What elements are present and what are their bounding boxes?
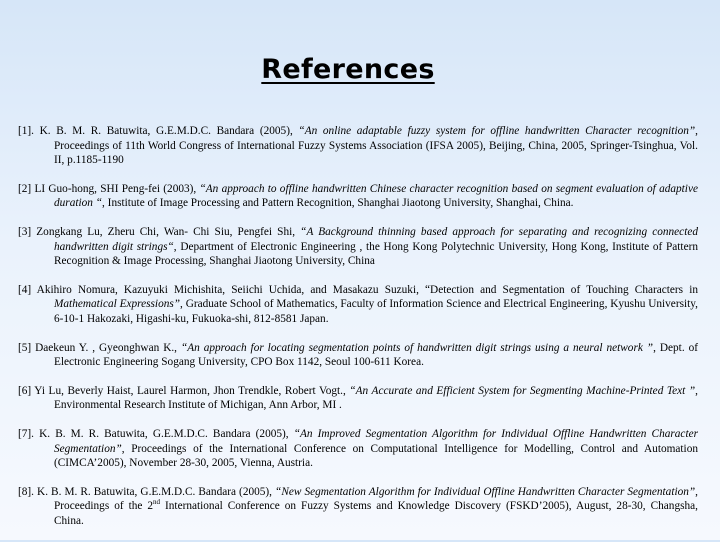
reference-item-5 — [18, 341, 698, 370]
reference-text: [8]. K. B. M. R. Batuwita, G.E.M.D.C. Bandara (2005), — [18, 485, 276, 498]
reference-text: , Proceedings of 11th World Congress of International Fuzzy Systems Association (IFSA 2005), Beijing, China, 2005, Springer-Tsinghua, Vol. II, p.1185-1190 — [54, 125, 698, 167]
reference-text: , Institute of Image Processing and Pattern Recognition, Shanghai Jiaotong University, Shanghai, China. — [102, 197, 574, 210]
reference-text: , Graduate School of Mathematics, Faculty of Information Science and Electrical Engineering, Kyushu University, 6-10-1 Hakozaki, Higashi-ku, Fukuoka-shi, 812-8581 Japan. — [54, 298, 698, 325]
reference-title: “An approach for locating segmentation points of handwritten digit strings using a neural network ” — [180, 341, 654, 354]
reference-title: “An Accurate and Efficient System for Segmenting Machine-Printed Text ” — [349, 384, 696, 397]
reference-item-1 — [18, 124, 698, 168]
reference-item-8 — [18, 485, 698, 529]
slide-title: References — [261, 54, 435, 85]
reference-item-7 — [18, 427, 698, 471]
reference-text: International Conference on Fuzzy Systems and Knowledge Discovery (FSKD’2005), August, 28-30, Changsha, China. — [54, 500, 698, 527]
reference-text: , Department of Electronic Engineering , the Hong Kong Polytechnic University, Hong Kong, Institute of Pattern Recognition & Image Processing, Shanghai Jiaotong University, China — [54, 240, 698, 268]
reference-text: [5] Daekeun Y. , Gyeonghwan K., — [18, 341, 181, 354]
reference-item-4 — [18, 283, 698, 327]
reference-text: , Dept. of Electronic Engineering Sogang University, CPO Box 1142, Seoul 100-611 Korea. — [54, 341, 698, 369]
reference-text: [1]. K. B. M. R. Batuwita, G.E.M.D.C. Bandara (2005), — [18, 125, 299, 137]
reference-item-3 — [18, 225, 698, 269]
reference-text: [4] Akihiro Nomura, Kazuyuki Michishita, Seiichi Uchida, and Masakazu Suzuki, “Detection and Segmentation of Touching Characters in — [18, 283, 698, 296]
reference-title: “An approach to offline handwritten Chinese character recognition based on segment evaluation of adaptive duration “ — [54, 182, 698, 210]
reference-text: [3] Zongkang Lu, Zheru Chi, Wan- Chi Siu, Pengfei Shi, — [18, 225, 301, 238]
reference-text: , Proceedings of the International Conference on Computational Intelligence for Modelling, Control and Automation (CIMCA’2005), November 28-30, 2005, Vienna, Austria. — [54, 442, 698, 470]
reference-text: [7]. K. B. M. R. Batuwita, G.E.M.D.C. Bandara (2005), — [18, 427, 294, 440]
reference-title: Mathematical Expressions” — [54, 298, 181, 311]
ordinal-suffix: nd — [153, 498, 161, 507]
reference-text: [2] LI Guo-hong, SHI Peng-fei (2003), — [18, 182, 200, 195]
reference-text: , Environmental Research Institute of Michigan, Ann Arbor, MI . — [54, 384, 698, 412]
reference-item-2 — [18, 182, 698, 211]
reference-text: , Proceedings of the 2 — [54, 485, 698, 513]
reference-title: “New Segmentation Algorithm for Individual Offline Handwritten Character Segmentation” — [275, 485, 696, 498]
reference-item-6 — [18, 384, 698, 413]
reference-list — [18, 124, 698, 542]
reference-title: “A Background thinning based approach for separating and recognizing connected handwritten digit strings“ — [54, 225, 698, 253]
reference-title: “An Improved Segmentation Algorithm for Individual Offline Handwritten Character Segmentation” — [54, 427, 698, 455]
reference-title: “An online adaptable fuzzy system for offline handwritten Character recognition” — [298, 125, 696, 137]
reference-text: [6] Yi Lu, Beverly Haist, Laurel Harmon, Jhon Trendkle, Robert Vogt., — [18, 384, 350, 397]
